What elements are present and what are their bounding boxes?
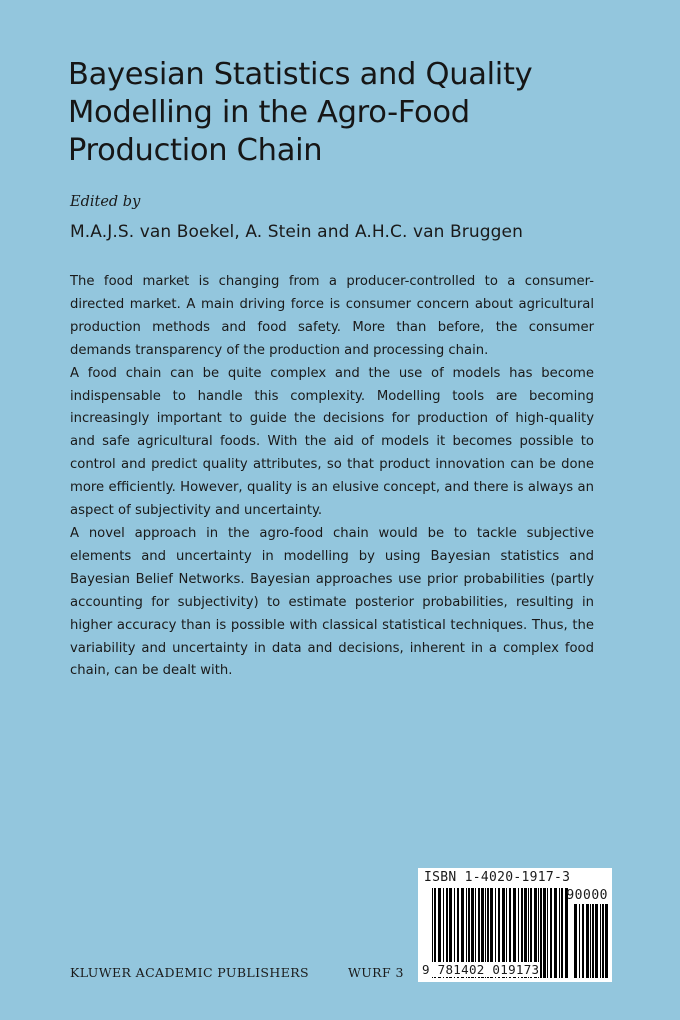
series-code: WURF 3 [348,965,404,980]
title-line: Modelling in the Agro-Food [68,95,470,130]
barcode-bar [579,904,580,978]
barcode-bar [590,904,591,978]
barcode-bar [554,888,557,978]
barcode-bar [595,904,598,978]
barcode-bar [600,904,601,978]
barcode-bar [559,888,560,978]
barcode-bar [605,904,608,978]
blurb-paragraph: The food market is changing from a producer-controlled to a consumer-directed market. A main driving force is consumer concern about agricultural production methods and food safety. More than before, the consumer demands transparency of the production and processing chain. [70,274,594,358]
barcode-bar [547,888,548,978]
barcode-label [418,868,612,982]
barcode-bar [550,888,552,978]
isbn-number: ISBN 1-4020-1917-3 [424,870,571,885]
ean-number: 9 781402 019173 [422,962,540,977]
barcode-bar [602,904,604,978]
book-title [68,56,628,170]
barcode-bar [586,904,589,978]
title-line: Bayesian Statistics and Quality [68,57,533,92]
edited-by-label: Edited by [70,194,141,210]
barcode-bar [561,888,563,978]
barcode-bar [543,888,546,978]
barcode-bar [592,904,594,978]
price-addon-number: 90000 [566,888,608,903]
blurb-paragraph: A novel approach in the agro-food chain would be to tackle subjective elements and uncertainty in modelling by using Bayesian statistics and Bayesian Belief Networks. Bayesian approaches use prior probabilities (partly accounting for subjectivity) to estimate posterior probabilities, resulting in higher accuracy than is possible with classical statistical techniques. Thus, the variability and uncertainty in data and decisions, inherent in a complex food chain, can be dealt with. [70,525,594,679]
barcode-bar [574,904,577,978]
editors-names: M.A.J.S. van Boekel, A. Stein and A.H.C. van Bruggen [70,222,523,242]
publisher-name: KLUWER ACADEMIC PUBLISHERS [70,965,310,980]
barcode-bar [582,904,584,978]
blurb-paragraph: A food chain can be quite complex and the use of models has become indispensable to handle this complexity. Modelling tools are becoming increasingly important to guide the decisions for production of high-quality and safe agricultural foods. With the aid of models it becomes possible to control and predict quality attributes, so that product innovation can be done more efficiently. However, quality is an elusive concept, and there is always an aspect of subjectivity and uncertainty. [70,365,594,519]
blurb-text [70,271,594,683]
title-line: Production Chain [68,133,323,168]
